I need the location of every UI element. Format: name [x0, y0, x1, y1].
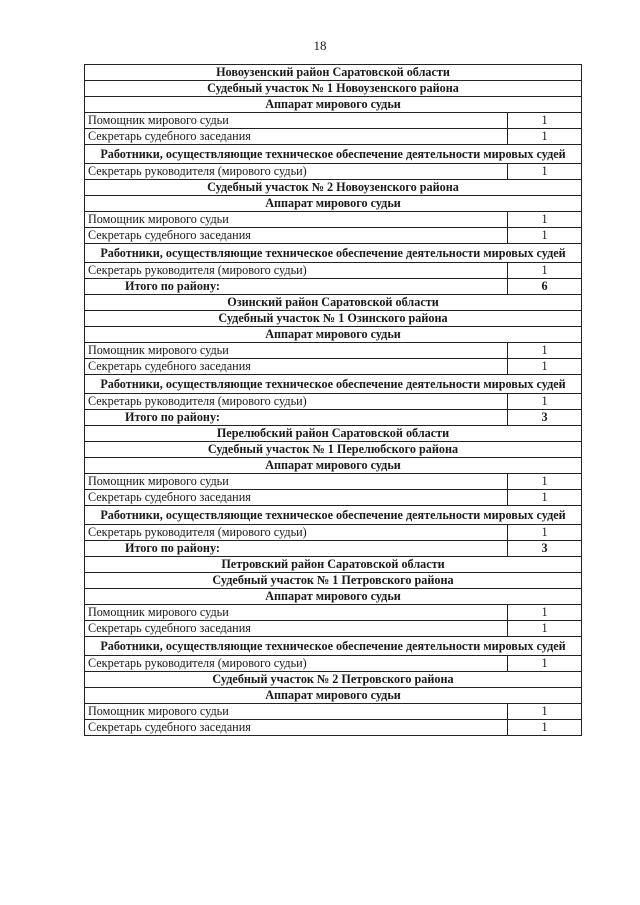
section-header-row	[85, 180, 582, 196]
position-count: 1	[508, 343, 582, 359]
total-label: Итого по району:	[85, 541, 508, 557]
section-header-row	[85, 327, 582, 343]
position-count: 1	[508, 164, 582, 180]
section-header: Перелюбский район Саратовской области	[85, 426, 582, 442]
section-header-row	[85, 506, 582, 525]
section-header: Судебный участок № 1 Петровского района	[85, 573, 582, 589]
section-header-row	[85, 458, 582, 474]
position-row	[85, 605, 582, 621]
section-header-row	[85, 145, 582, 164]
position-count: 1	[508, 704, 582, 720]
total-count: 3	[508, 541, 582, 557]
position-count: 1	[508, 490, 582, 506]
section-header: Аппарат мирового судьи	[85, 688, 582, 704]
section-header-row	[85, 295, 582, 311]
position-row	[85, 525, 582, 541]
position-count: 1	[508, 394, 582, 410]
section-header-row	[85, 637, 582, 656]
position-label: Помощник мирового судьи	[85, 474, 508, 490]
position-row	[85, 621, 582, 637]
staff-table	[84, 64, 582, 736]
section-header: Аппарат мирового судьи	[85, 458, 582, 474]
section-header: Судебный участок № 1 Озинского района	[85, 311, 582, 327]
position-label: Секретарь руководителя (мирового судьи)	[85, 263, 508, 279]
district-total-row	[85, 410, 582, 426]
total-count: 3	[508, 410, 582, 426]
position-row	[85, 704, 582, 720]
section-header: Работники, осуществляющие техническое обеспечение деятельности мировых судей	[85, 145, 582, 164]
position-count: 1	[508, 720, 582, 736]
position-row	[85, 490, 582, 506]
position-count: 1	[508, 525, 582, 541]
position-row	[85, 164, 582, 180]
position-label: Секретарь руководителя (мирового судьи)	[85, 164, 508, 180]
total-count: 6	[508, 279, 582, 295]
section-header-row	[85, 65, 582, 81]
section-header-row	[85, 557, 582, 573]
position-row	[85, 720, 582, 736]
position-row	[85, 228, 582, 244]
position-count: 1	[508, 621, 582, 637]
position-count: 1	[508, 228, 582, 244]
position-label: Секретарь судебного заседания	[85, 359, 508, 375]
section-header-row	[85, 442, 582, 458]
position-label: Секретарь руководителя (мирового судьи)	[85, 394, 508, 410]
section-header-row	[85, 672, 582, 688]
section-header: Озинский район Саратовской области	[85, 295, 582, 311]
position-count: 1	[508, 263, 582, 279]
position-label: Секретарь судебного заседания	[85, 129, 508, 145]
section-header: Работники, осуществляющие техническое обеспечение деятельности мировых судей	[85, 244, 582, 263]
position-row	[85, 474, 582, 490]
position-row	[85, 359, 582, 375]
section-header: Работники, осуществляющие техническое обеспечение деятельности мировых судей	[85, 637, 582, 656]
section-header-row	[85, 573, 582, 589]
section-header: Судебный участок № 1 Новоузенского района	[85, 81, 582, 97]
position-count: 1	[508, 113, 582, 129]
position-count: 1	[508, 129, 582, 145]
position-label: Секретарь судебного заседания	[85, 228, 508, 244]
section-header-row	[85, 97, 582, 113]
position-label: Помощник мирового судьи	[85, 212, 508, 228]
section-header-row	[85, 375, 582, 394]
position-label: Секретарь руководителя (мирового судьи)	[85, 656, 508, 672]
position-label: Секретарь судебного заседания	[85, 621, 508, 637]
total-label: Итого по району:	[85, 410, 508, 426]
page-number: 18	[313, 38, 327, 53]
section-header: Петровский район Саратовской области	[85, 557, 582, 573]
position-count: 1	[508, 656, 582, 672]
position-label: Помощник мирового судьи	[85, 704, 508, 720]
section-header: Аппарат мирового судьи	[85, 196, 582, 212]
section-header: Работники, осуществляющие техническое обеспечение деятельности мировых судей	[85, 506, 582, 525]
section-header: Аппарат мирового судьи	[85, 589, 582, 605]
position-row	[85, 394, 582, 410]
section-header-row	[85, 244, 582, 263]
position-count: 1	[508, 605, 582, 621]
position-label: Помощник мирового судьи	[85, 343, 508, 359]
section-header-row	[85, 196, 582, 212]
section-header: Судебный участок № 2 Новоузенского района	[85, 180, 582, 196]
position-count: 1	[508, 359, 582, 375]
position-count: 1	[508, 212, 582, 228]
position-label: Секретарь судебного заседания	[85, 720, 508, 736]
section-header: Судебный участок № 1 Перелюбского района	[85, 442, 582, 458]
section-header-row	[85, 688, 582, 704]
total-label: Итого по району:	[85, 279, 508, 295]
position-label: Помощник мирового судьи	[85, 113, 508, 129]
position-row	[85, 129, 582, 145]
position-row	[85, 113, 582, 129]
position-row	[85, 656, 582, 672]
section-header: Работники, осуществляющие техническое обеспечение деятельности мировых судей	[85, 375, 582, 394]
position-label: Секретарь руководителя (мирового судьи)	[85, 525, 508, 541]
section-header: Аппарат мирового судьи	[85, 97, 582, 113]
district-total-row	[85, 541, 582, 557]
district-total-row	[85, 279, 582, 295]
position-row	[85, 263, 582, 279]
position-label: Помощник мирового судьи	[85, 605, 508, 621]
staff-table-body	[85, 65, 582, 736]
position-row	[85, 212, 582, 228]
position-count: 1	[508, 474, 582, 490]
position-label: Секретарь судебного заседания	[85, 490, 508, 506]
section-header: Новоузенский район Саратовской области	[85, 65, 582, 81]
position-row	[85, 343, 582, 359]
section-header: Судебный участок № 2 Петровского района	[85, 672, 582, 688]
section-header-row	[85, 311, 582, 327]
section-header: Аппарат мирового судьи	[85, 327, 582, 343]
section-header-row	[85, 426, 582, 442]
section-header-row	[85, 81, 582, 97]
section-header-row	[85, 589, 582, 605]
